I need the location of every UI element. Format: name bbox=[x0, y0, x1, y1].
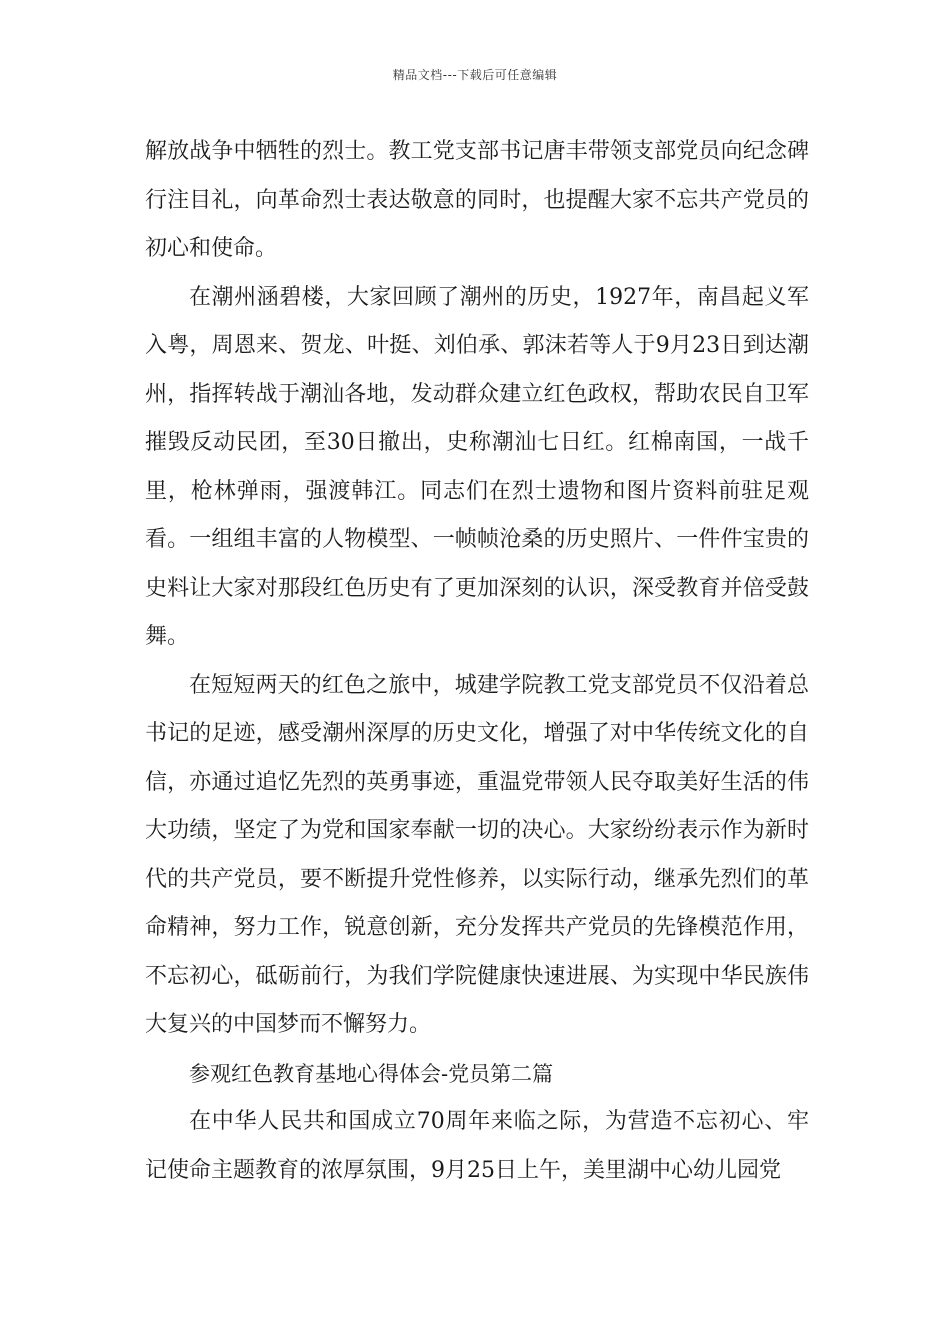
section-heading: 参观红色教育基地心得体会-党员第二篇 bbox=[189, 1061, 554, 1086]
page-header: 精品文档---下载后可任意编辑 bbox=[392, 68, 558, 82]
paragraph-1: 解放战争中牺牲的烈士。教工党支部书记唐丰带领支部党员向纪念碑行注目礼，向革命烈士表达敬意的同时，也提醒大家不忘共产党员的初心和使命。 bbox=[145, 139, 809, 261]
paragraph-3: 在短短两天的红色之旅中，城建学院教工党支部党员不仅沿着总书记的足迹，感受潮州深厚的历史文化，增强了对中华传统文化的自信，亦通过追忆先烈的英勇事迹，重温党带领人民夺取美好生活的伟大功绩，坚定了为党和国家奉献一切的决心。大家纷纷表示作为新时代的共产党员，要不断提升党性修养，以实际行动，继承先烈们的革命精神，努力工作，锐意创新，充分发挥共产党员的先锋模范作用，不忘初心，砥砺前行，为我们学院健康快速进展、为实现中华民族伟大复兴的中国梦而不懈努力。 bbox=[145, 672, 809, 1037]
document-body bbox=[145, 128, 809, 1195]
paragraph-2: 在潮州涵碧楼，大家回顾了潮州的历史，1927年，南昌起义军入粤，周恩来、贺龙、叶挺、刘伯承、郭沫若等人于9月23日到达潮州，指挥转战于潮汕各地，发动群众建立红色政权，帮助农民自卫军摧毁反动民团，至30日撤出，史称潮汕七日红。红棉南国，一战千里，枪林弹雨，强渡韩江。同志们在烈士遗物和图片资料前驻足观看。一组组丰富的人物模型、一帧帧沧桑的历史照片、一件件宝贵的史料让大家对那段红色历史有了更加深刻的认识，深受教育并倍受鼓舞。 bbox=[145, 284, 809, 649]
paragraph-4: 在中华人民共和国成立70周年来临之际，为营造不忘初心、牢记使命主题教育的浓厚氛围，9月25日上午，美里湖中心幼儿园党 bbox=[145, 1109, 809, 1183]
